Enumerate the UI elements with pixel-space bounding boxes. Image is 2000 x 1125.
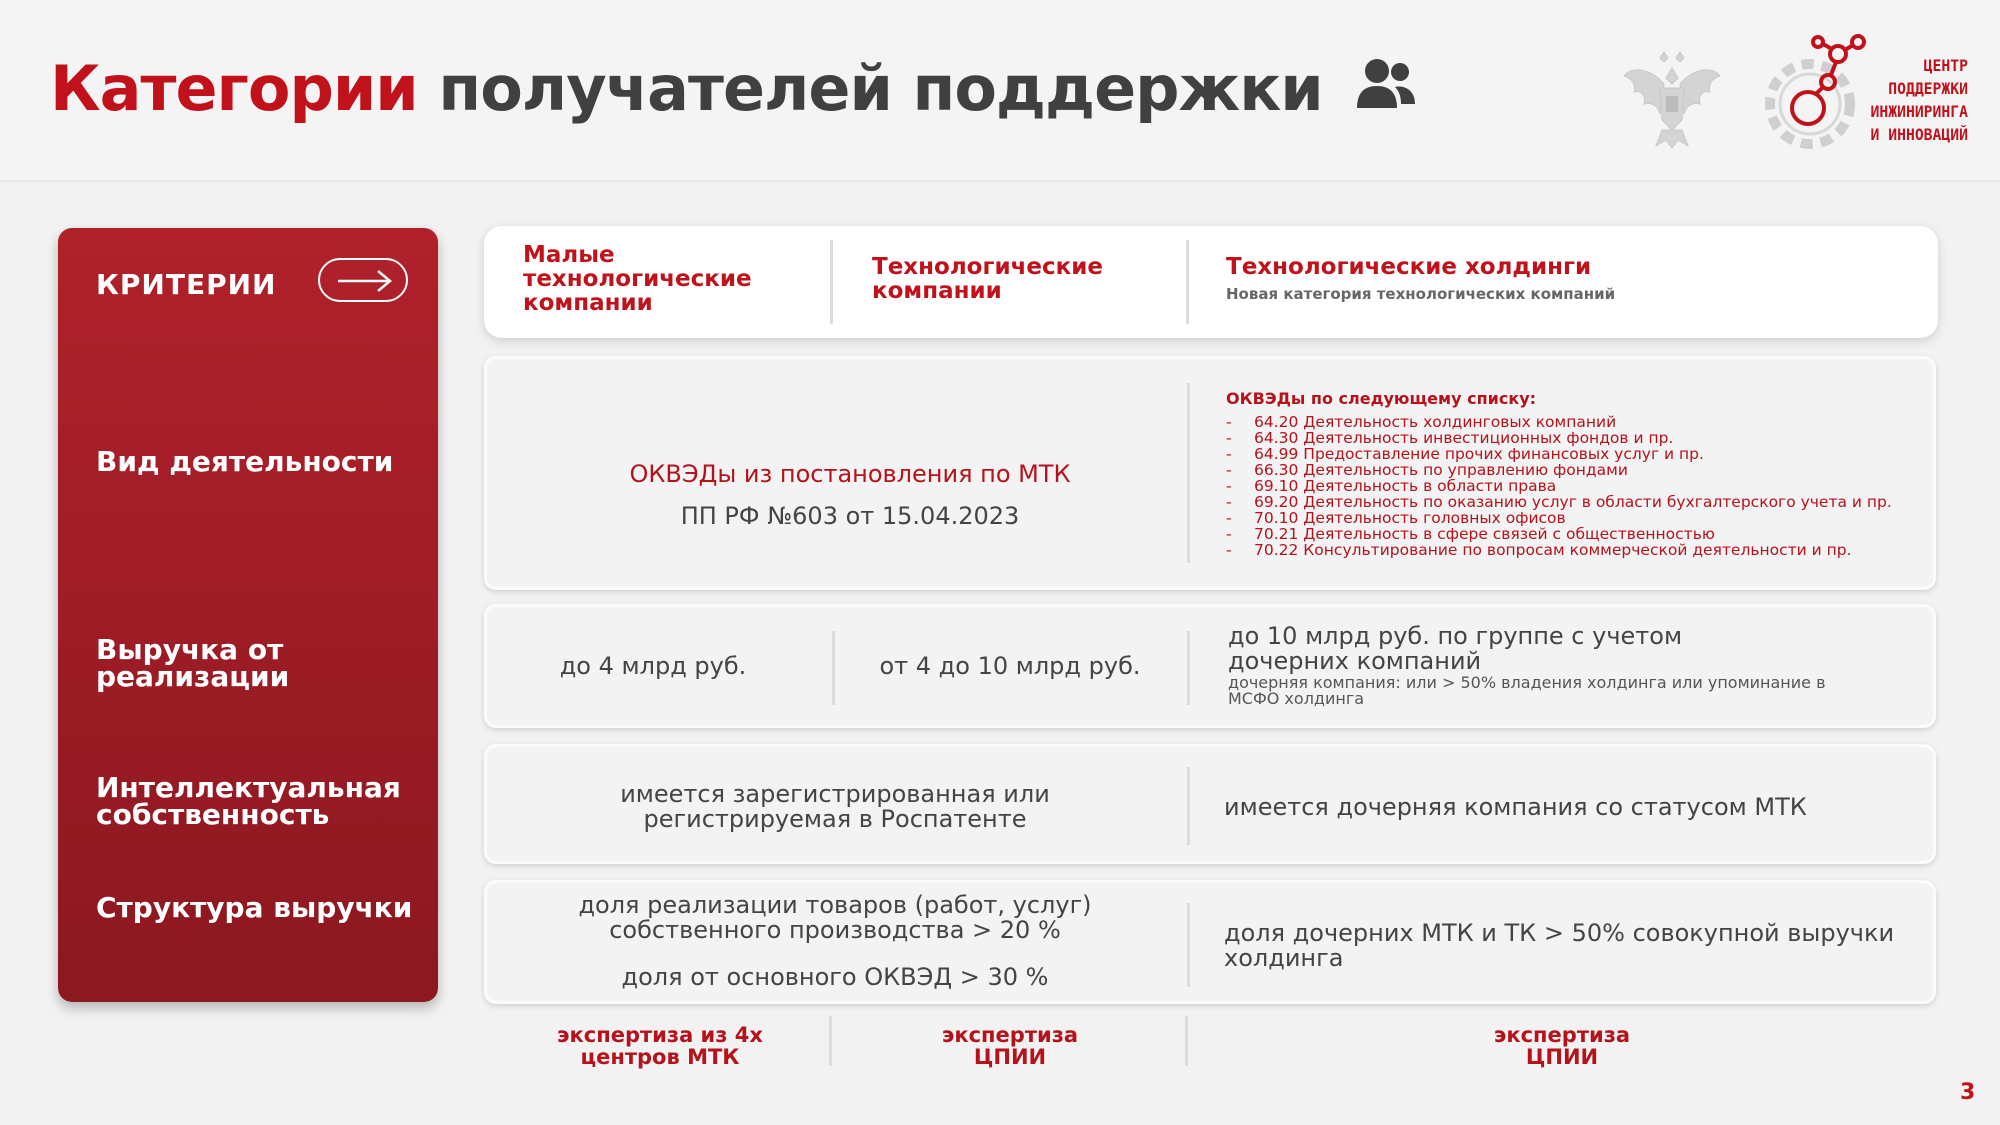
divider — [829, 1016, 832, 1066]
list-item: - 69.10 Деятельность в области права — [1226, 478, 1892, 494]
page-number: 3 — [1960, 1080, 1976, 1105]
list-item: - 66.30 Деятельность по управлению фондами — [1226, 462, 1892, 478]
logo-line: ЦЕНТР — [1923, 56, 1968, 75]
divider — [1186, 240, 1189, 324]
list-item: - 64.20 Деятельность холдинговых компаний — [1226, 414, 1892, 430]
ip-registered: имеется зарегистрированная или регистрируемая в Роспатенте — [620, 780, 1050, 833]
divider — [1187, 767, 1190, 845]
revenue-holding: до 10 млрд руб. по группе с учетом дочерних компаний — [1228, 622, 1683, 675]
arrow-right-icon — [338, 269, 392, 293]
divider — [832, 631, 835, 705]
criterion-activity: Вид деятельности — [96, 445, 394, 478]
list-item: - 70.10 Деятельность головных офисов — [1226, 510, 1892, 526]
title-main: получателей поддержки — [438, 52, 1323, 125]
arrow-right-button[interactable] — [318, 258, 408, 302]
list-item: - 64.30 Деятельность инвестиционных фондов и пр. — [1226, 430, 1892, 446]
criterion-structure: Структура выручки — [96, 891, 413, 924]
logo-line: ПОДДЕРЖКИ — [1888, 79, 1968, 98]
revenue-holding-note: дочерняя компания: или > 50% владения холдинга или упоминание в МСФО холдинга — [1228, 673, 1826, 708]
divider — [1187, 631, 1190, 705]
column-holdings-subtitle: Новая категория технологических компаний — [1226, 285, 1616, 303]
criterion-revenue: Выручка от реализации — [96, 633, 290, 693]
list-item: - 70.22 Консультирование по вопросам коммерческой деятельности и пр. — [1226, 542, 1892, 558]
eagle-emblem-icon — [1620, 48, 1724, 156]
people-icon — [1355, 56, 1417, 129]
footer-expertise-holding: экспертиза ЦПИИ — [1493, 1023, 1631, 1069]
divider — [830, 240, 833, 324]
activity-okved-mtk: ОКВЭДы из постановления по МТК — [629, 460, 1071, 488]
okved-list — [1226, 414, 1892, 558]
column-holdings: Технологические холдинги — [1226, 254, 1592, 280]
revenue-tech: от 4 до 10 млрд руб. — [879, 652, 1141, 680]
criteria-heading: КРИТЕРИИ — [96, 268, 277, 301]
gear-molecule-icon — [1758, 32, 1868, 166]
structure-main-okved: доля от основного ОКВЭД > 30 % — [621, 963, 1049, 991]
list-item: - 70.21 Деятельность в сфере связей с общественностью — [1226, 526, 1892, 542]
footer-expertise-tech: экспертиза ЦПИИ — [941, 1023, 1079, 1069]
structure-subsidiary-share: доля дочерних МТК и ТК > 50% совокупной выручки холдинга — [1224, 919, 1895, 972]
logo-line: И ИННОВАЦИЙ — [1870, 125, 1968, 144]
title-accent: Категории — [50, 52, 418, 125]
divider — [1185, 1016, 1188, 1066]
list-item: - 69.20 Деятельность по оказанию услуг в области бухгалтерского учета и пр. — [1226, 494, 1892, 510]
page-title — [50, 52, 1417, 129]
list-item: - 64.99 Предоставление прочих финансовых услуг и пр. — [1226, 446, 1892, 462]
criteria-panel — [58, 228, 438, 1002]
criterion-ip: Интеллектуальная собственность — [96, 771, 401, 831]
okved-list-title: ОКВЭДы по следующему списку: — [1226, 389, 1537, 408]
revenue-small: до 4 млрд руб. — [559, 652, 747, 680]
logo-text — [1865, 54, 1968, 146]
divider — [1187, 903, 1190, 987]
column-small-tech: Малые технологические компании — [523, 242, 752, 316]
logo-line: ИНЖИНИРИНГА — [1870, 102, 1968, 121]
footer-expertise-mtk: экспертиза из 4х центров МТК — [557, 1023, 763, 1069]
column-tech: Технологические компании — [872, 254, 1103, 304]
ip-subsidiary: имеется дочерняя компания со статусом МТК — [1224, 793, 1807, 821]
divider — [1187, 383, 1190, 563]
activity-decree: ПП РФ №603 от 15.04.2023 — [680, 502, 1020, 530]
structure-own-production: доля реализации товаров (работ, услуг) собственного производства > 20 % — [578, 891, 1092, 944]
